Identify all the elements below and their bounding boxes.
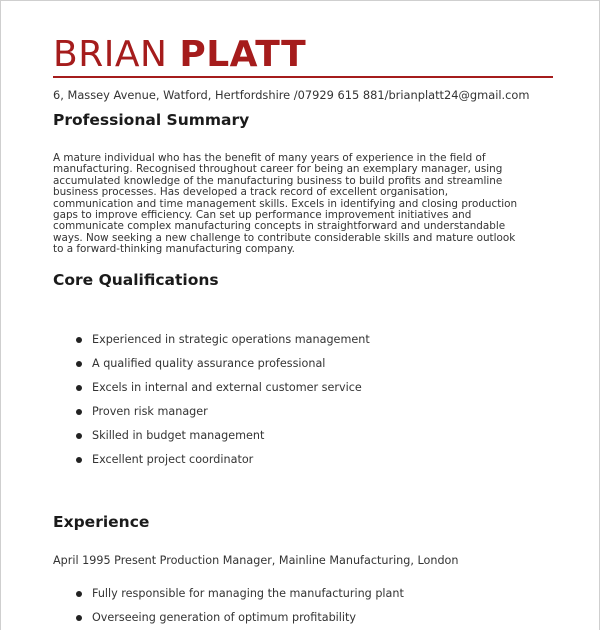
bullet-icon — [76, 337, 82, 343]
last-name: PLATT — [179, 34, 307, 75]
experience-list — [61, 582, 404, 630]
list-item — [61, 400, 370, 424]
contact-details: 6, Massey Avenue, Watford, Hertfordshire /07929 615 881/brianplatt24@gmail.com — [53, 88, 530, 102]
list-item-text: Excels in internal and external customer service — [92, 381, 362, 394]
list-item-text: Overseeing generation of optimum profitability — [92, 611, 357, 624]
qualifications-heading: Core Qualifications — [53, 271, 219, 289]
bullet-icon — [76, 361, 82, 367]
bullet-icon — [76, 385, 82, 391]
qualifications-list — [61, 328, 370, 472]
summary-heading: Professional Summary — [53, 111, 250, 129]
list-item-text: Excellent project coordinator — [92, 453, 254, 466]
bullet-icon — [76, 615, 82, 621]
list-item-text: Skilled in budget management — [92, 429, 265, 442]
list-item — [61, 328, 370, 352]
list-item-text: Fully responsible for managing the manufacturing plant — [92, 587, 404, 600]
bullet-icon — [76, 457, 82, 463]
first-name: BRIAN — [53, 34, 168, 75]
experience-heading: Experience — [53, 513, 150, 531]
list-item — [61, 582, 404, 606]
list-item-text: Proven risk manager — [92, 405, 208, 418]
list-item — [61, 352, 370, 376]
candidate-name — [53, 35, 306, 75]
bullet-icon — [76, 409, 82, 415]
bullet-icon — [76, 433, 82, 439]
list-item — [61, 448, 370, 472]
summary-text: A mature individual who has the benefit of many years of experience in the field of manufacturing. Recognised throughout career for being an exemplary manager, using accumulated knowledge of the manufacturing business to build profits and streamline business processes. Has developed a track record of excellent organisation, communication and time management skills. Excels in identifying and closing production gaps to improve efficiency. Can set up performance improvement initiatives and communicate complex manufacturing concepts in straightforward and understandable ways. Now seeking a new challenge to contribute considerable skills and mature outlook to a forward-thinking manufacturing company. — [53, 152, 518, 256]
list-item-text: A qualified quality assurance professional — [92, 357, 326, 370]
list-item-text: Experienced in strategic operations management — [92, 333, 370, 346]
header-divider — [53, 76, 553, 78]
list-item — [61, 424, 370, 448]
list-item — [61, 376, 370, 400]
bullet-icon — [76, 591, 82, 597]
experience-role-line: April 1995 Present Production Manager, Mainline Manufacturing, London — [53, 554, 459, 567]
list-item — [61, 606, 404, 630]
